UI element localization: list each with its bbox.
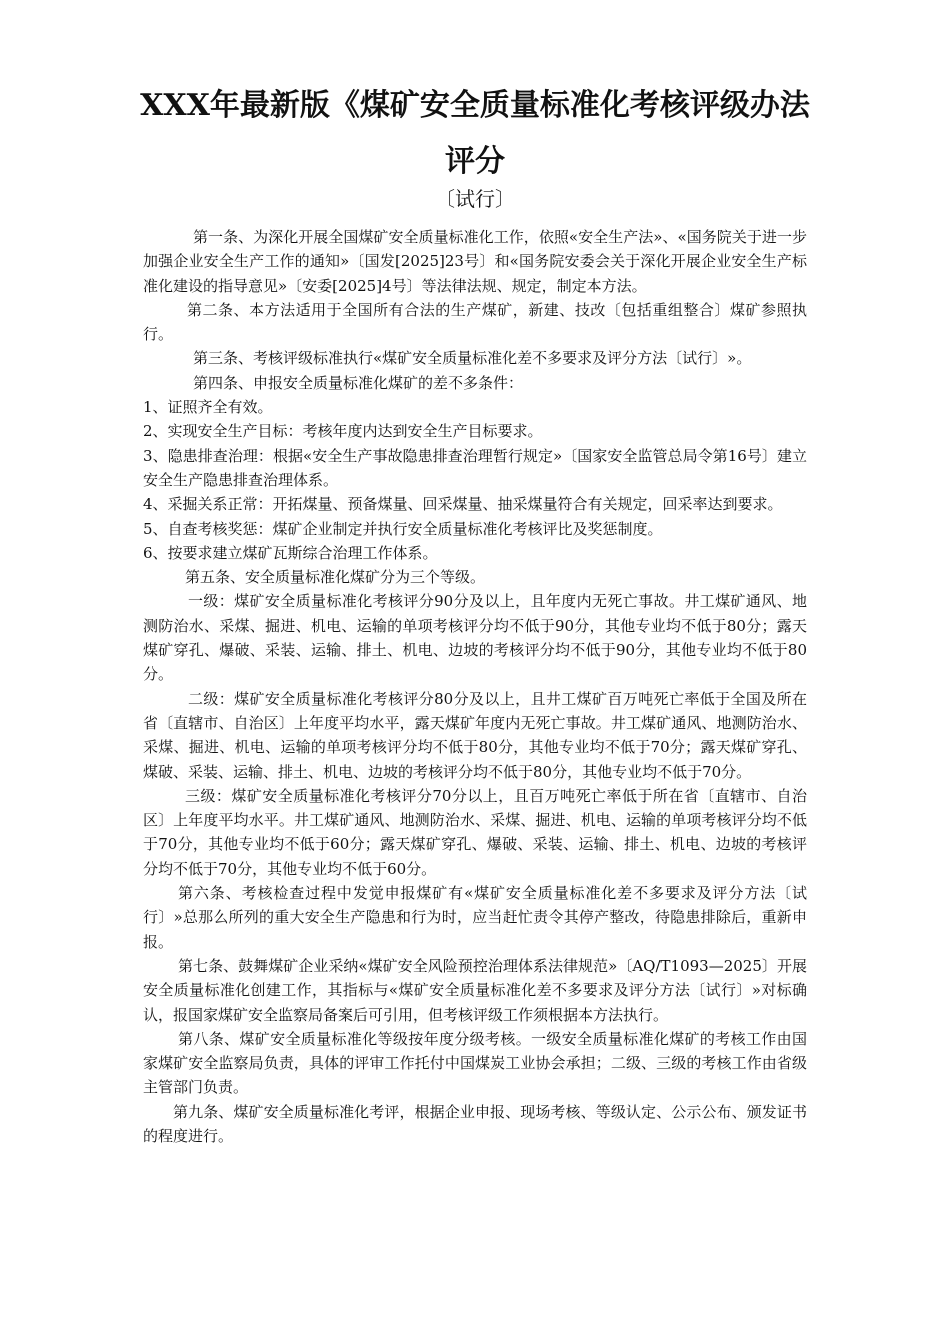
article-3: 第三条、考核评级标准执行«煤矿安全质量标准化差不多要求及评分方法〔试行〕»。 [193, 349, 752, 368]
level-3: 三级：煤矿安全质量标准化考核评分70分以上，且百万吨死亡率低于所在省〔直辖市、自治区〕上年度平均水平。井工煤矿通风、地测防治水、采煤、掘进、机电、运输的单项考核评分均不低于70分，其他专业均不低于60分；露天煤矿穿孔、爆破、采装、运输、排土、机电、边坡的考核评分均不低于70分，其他专业均不低于60分。 [143, 786, 807, 878]
article-1: 第一条、为深化开展全国煤矿安全质量标准化工作，依照«安全生产法»、«国务院关于进一步加强企业安全生产工作的通知»〔国发[2025]23号〕和«国务院安委会关于深化开展企业安全生产标准化建设的指导意见»〔安委[2025]4号〕等法律法规、规定，制定本方法。 [143, 228, 807, 295]
condition-5: 5、自查考核奖惩：煤矿企业制定并执行安全质量标准化考核评比及奖惩制度。 [143, 519, 663, 538]
article-5: 第五条、安全质量标准化煤矿分为三个等级。 [185, 568, 486, 587]
condition-4: 4、采掘关系正常：开拓煤量、预备煤量、回采煤量、抽采煤量符合有关规定，回采率达到要求。 [143, 495, 783, 514]
level-1: 一级：煤矿安全质量标准化考核评分90分及以上，且年度内无死亡事故。井工煤矿通风、地测防治水、采煤、掘进、机电、运输的单项考核评分均不低于90分，其他专业均不低于80分；露天煤矿穿孔、爆破、采装、运输、排土、机电、边坡的考核评分均不低于90分，其他专业均不低于80分。 [143, 592, 807, 684]
document-title [100, 78, 850, 190]
document-subtitle: 〔试行〕 [435, 187, 515, 211]
article-9: 第九条、煤矿安全质量标准化考评，根据企业申报、现场考核、等级认定、公示公布、颁发证书的程度进行。 [143, 1102, 807, 1145]
condition-1: 1、证照齐全有效。 [143, 398, 273, 417]
condition-3: 3、隐患排查治理：根据«安全生产事故隐患排查治理暂行规定»〔国家安全监管总局令第16号〕建立安全生产隐患排查治理体系。 [143, 446, 807, 489]
condition-6: 6、按要求建立煤矿瓦斯综合治理工作体系。 [143, 543, 438, 562]
article-7: 第七条、鼓舞煤矿企业采纳«煤矿安全风险预控治理体系法律规范»〔AQ/T1093—2025〕开展安全质量标准化创建工作，其指标与«煤矿安全质量标准化差不多要求及评分方法〔试行〕»对标确认，报国家煤矿安全监察局备案后可引用，但考核评级工作须根据本方法执行。 [143, 956, 807, 1024]
article-2: 第二条、本方法适用于全国所有合法的生产煤矿，新建、技改〔包括重组整合〕煤矿参照执行。 [143, 300, 807, 344]
article-6: 第六条、考核检查过程中发觉申报煤矿有«煤矿安全质量标准化差不多要求及评分方法〔试行〕»总那么所列的重大安全生产隐患和行为时，应当赶忙责令其停产整改，待隐患排除后，重新申报。 [143, 884, 807, 951]
document-body [143, 225, 807, 1148]
title-line-1: XXX年最新版《煤矿安全质量标准化考核评级办法 [140, 88, 810, 123]
condition-2: 2、实现安全生产目标：考核年度内达到安全生产目标要求。 [143, 422, 543, 441]
article-4: 第四条、申报安全质量标准化煤矿的差不多条件： [193, 373, 524, 392]
title-line-2: 评分 [445, 144, 505, 179]
level-2: 二级：煤矿安全质量标准化考核评分80分及以上，且井工煤矿百万吨死亡率低于全国及所在省〔直辖市、自治区〕上年度平均水平，露天煤矿年度内无死亡事故。井工煤矿通风、地测防治水、采煤、掘进、机电、运输的单项考核评分均不低于80分，其他专业均不低于70分；露天煤矿穿孔、煤破、采装、运输、排土、机电、边坡的考核评分均不低于80分，其他专业均不低于70分。 [143, 689, 807, 781]
article-8: 第八条、煤矿安全质量标准化等级按年度分级考核。一级安全质量标准化煤矿的考核工作由国家煤矿安全监察局负责，具体的评审工作托付中国煤炭工业协会承担；二级、三级的考核工作由省级主管部门负责。 [143, 1029, 807, 1097]
